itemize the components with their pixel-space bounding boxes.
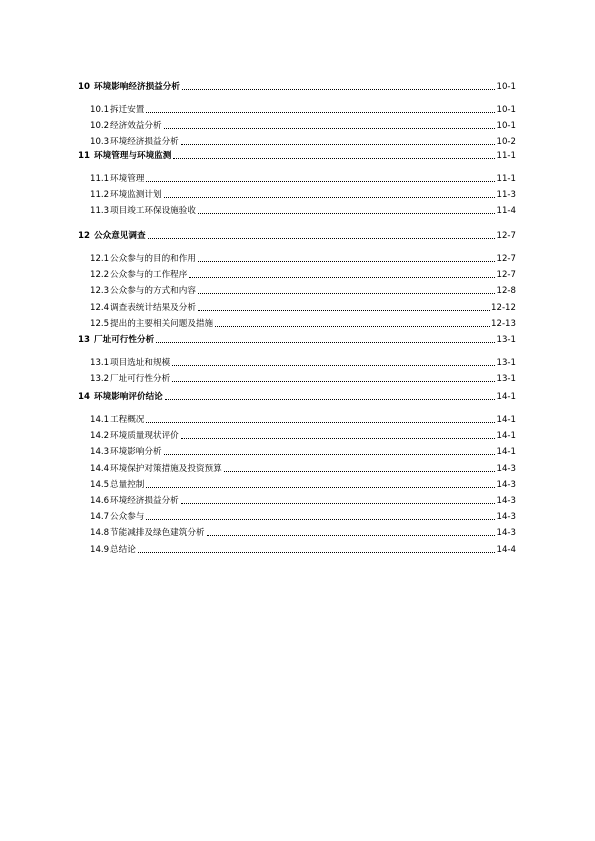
dot-leader xyxy=(164,453,496,455)
toc-title: 环境管理 xyxy=(110,174,145,184)
dot-leader xyxy=(146,180,495,182)
toc-number: 14.4 xyxy=(90,464,110,474)
toc-title: 总结论 xyxy=(110,545,136,555)
toc-number: 12.5 xyxy=(90,319,110,329)
toc-number: 13 xyxy=(78,335,90,345)
toc-page-number: 11-3 xyxy=(496,190,516,200)
toc-section-entry[interactable] xyxy=(90,511,516,523)
toc-title: 公众参与的工作程序 xyxy=(110,270,188,280)
dot-leader xyxy=(146,111,495,113)
toc-number: 10.2 xyxy=(90,121,110,131)
toc-page-number: 13-1 xyxy=(496,335,516,345)
toc-page-number: 14-3 xyxy=(496,512,516,522)
toc-section-entry[interactable] xyxy=(90,446,516,458)
toc-section-entry[interactable] xyxy=(90,253,516,265)
toc-section-entry[interactable] xyxy=(90,269,516,281)
dot-leader xyxy=(146,421,495,423)
toc-page-number: 12-7 xyxy=(496,270,516,280)
toc-page-number: 12-13 xyxy=(491,319,516,329)
dot-leader xyxy=(181,437,496,439)
toc-section-entry[interactable] xyxy=(90,357,516,369)
toc-page-number: 14-3 xyxy=(496,480,516,490)
dot-leader xyxy=(198,292,496,294)
toc-title: 经济效益分析 xyxy=(110,121,162,131)
toc-section-entry[interactable] xyxy=(90,189,516,201)
dot-leader xyxy=(173,157,495,159)
toc-number: 14.7 xyxy=(90,512,110,522)
toc-title: 环境影响经济损益分析 xyxy=(94,82,180,92)
toc-chapter-entry[interactable] xyxy=(78,391,516,403)
dot-leader xyxy=(138,551,496,553)
toc-number: 14.2 xyxy=(90,431,110,441)
toc-section-entry[interactable] xyxy=(90,495,516,507)
toc-section-entry[interactable] xyxy=(90,544,516,556)
toc-page-number: 14-3 xyxy=(496,496,516,506)
toc-page-number: 11-4 xyxy=(496,206,516,216)
toc-number: 14.6 xyxy=(90,496,110,506)
toc-chapter-entry[interactable] xyxy=(78,150,516,162)
toc-title: 总量控制 xyxy=(110,480,145,490)
toc-number: 10 xyxy=(78,82,90,92)
toc-title: 环境保护对策措施及投资预算 xyxy=(110,464,222,474)
dot-leader xyxy=(156,341,495,343)
dot-leader xyxy=(172,380,495,382)
toc-section-entry[interactable] xyxy=(90,414,516,426)
toc-number: 11 xyxy=(78,151,90,161)
toc-page-number: 12-8 xyxy=(496,286,516,296)
dot-leader xyxy=(224,470,496,472)
toc-title: 项目竣工环保设施验收 xyxy=(110,206,196,216)
toc-section-entry[interactable] xyxy=(90,136,516,148)
dot-leader xyxy=(165,398,496,400)
dot-leader xyxy=(146,486,495,488)
toc-number: 13.2 xyxy=(90,374,110,384)
dot-leader xyxy=(198,309,490,311)
toc-page-number: 12-12 xyxy=(491,303,516,313)
toc-title: 环境管理与环境监测 xyxy=(94,151,172,161)
toc-number: 14.5 xyxy=(90,480,110,490)
toc-page-number: 13-1 xyxy=(496,374,516,384)
dot-leader xyxy=(198,212,496,214)
toc-title: 节能减排及绿色建筑分析 xyxy=(110,528,205,538)
toc-page-number: 14-3 xyxy=(496,464,516,474)
toc-page-number: 14-1 xyxy=(496,415,516,425)
toc-section-entry[interactable] xyxy=(90,479,516,491)
toc-number: 12.1 xyxy=(90,254,110,264)
toc-page-number: 14-1 xyxy=(496,392,516,402)
toc-number: 14.3 xyxy=(90,447,110,457)
toc-title: 拆迁安置 xyxy=(110,105,145,115)
toc-title: 厂址可行性分析 xyxy=(110,374,171,384)
toc-number: 10.3 xyxy=(90,137,110,147)
toc-section-entry[interactable] xyxy=(90,463,516,475)
dot-leader xyxy=(148,237,496,239)
toc-title: 厂址可行性分析 xyxy=(94,335,155,345)
toc-section-entry[interactable] xyxy=(90,120,516,132)
toc-number: 11.3 xyxy=(90,206,110,216)
toc-chapter-entry[interactable] xyxy=(78,81,516,93)
toc-title: 调查表统计结果及分析 xyxy=(110,303,196,313)
toc-title: 工程概况 xyxy=(110,415,145,425)
toc-page-number: 13-1 xyxy=(496,358,516,368)
toc-title: 环境经济损益分析 xyxy=(110,496,179,506)
toc-title: 提出的主要相关问题及措施 xyxy=(110,319,214,329)
toc-page-number: 10-1 xyxy=(496,105,516,115)
toc-title: 环境影响分析 xyxy=(110,447,162,457)
toc-number: 12.2 xyxy=(90,270,110,280)
toc-page-number: 11-1 xyxy=(496,174,516,184)
dot-leader xyxy=(189,276,495,278)
dot-leader xyxy=(164,196,496,198)
toc-title: 环境影响评价结论 xyxy=(94,392,163,402)
toc-page-number: 12-7 xyxy=(496,231,516,241)
toc-section-entry[interactable] xyxy=(90,173,516,185)
toc-page-number: 10-1 xyxy=(496,82,516,92)
toc-section-entry[interactable] xyxy=(90,430,516,442)
toc-title: 环境经济损益分析 xyxy=(110,137,179,147)
dot-leader xyxy=(215,325,490,327)
toc-page-number: 12-7 xyxy=(496,254,516,264)
toc-page-number: 11-1 xyxy=(496,151,516,161)
toc-number: 11.1 xyxy=(90,174,110,184)
dot-leader xyxy=(164,127,496,129)
toc-number: 12.4 xyxy=(90,303,110,313)
toc-number: 14.8 xyxy=(90,528,110,538)
toc-section-entry[interactable] xyxy=(90,527,516,539)
toc-number: 11.2 xyxy=(90,190,110,200)
toc-title: 环境质量现状评价 xyxy=(110,431,179,441)
dot-leader xyxy=(181,502,496,504)
toc-title: 公众参与的方式和内容 xyxy=(110,286,196,296)
toc-number: 14 xyxy=(78,392,90,402)
toc-title: 项目选址和规模 xyxy=(110,358,171,368)
toc-page-number: 14-4 xyxy=(496,545,516,555)
toc-page-number: 14-1 xyxy=(496,431,516,441)
toc-number: 13.1 xyxy=(90,358,110,368)
dot-leader xyxy=(146,518,495,520)
toc-number: 12.3 xyxy=(90,286,110,296)
toc-title: 公众意见调查 xyxy=(94,231,146,241)
toc-title: 公众参与的目的和作用 xyxy=(110,254,196,264)
toc-number: 14.9 xyxy=(90,545,110,555)
dot-leader xyxy=(207,534,496,536)
toc-section-entry[interactable] xyxy=(90,285,516,297)
toc-page-number: 10-2 xyxy=(496,137,516,147)
toc-page-number: 14-1 xyxy=(496,447,516,457)
toc-title: 环境监测计划 xyxy=(110,190,162,200)
toc-title: 公众参与 xyxy=(110,512,145,522)
toc-number: 12 xyxy=(78,231,90,241)
toc-section-entry[interactable] xyxy=(90,205,516,217)
dot-leader xyxy=(198,260,496,262)
dot-leader xyxy=(181,143,496,145)
toc-section-entry[interactable] xyxy=(90,318,516,330)
toc-page-number: 10-1 xyxy=(496,121,516,131)
dot-leader xyxy=(182,88,496,90)
toc-number: 14.1 xyxy=(90,415,110,425)
toc-section-entry[interactable] xyxy=(90,104,516,116)
toc-section-entry[interactable] xyxy=(90,302,516,314)
dot-leader xyxy=(172,364,495,366)
toc-chapter-entry[interactable] xyxy=(78,334,516,346)
toc-section-entry[interactable] xyxy=(90,373,516,385)
toc-page-number: 14-3 xyxy=(496,528,516,538)
toc-chapter-entry[interactable] xyxy=(78,230,516,242)
toc-number: 10.1 xyxy=(90,105,110,115)
